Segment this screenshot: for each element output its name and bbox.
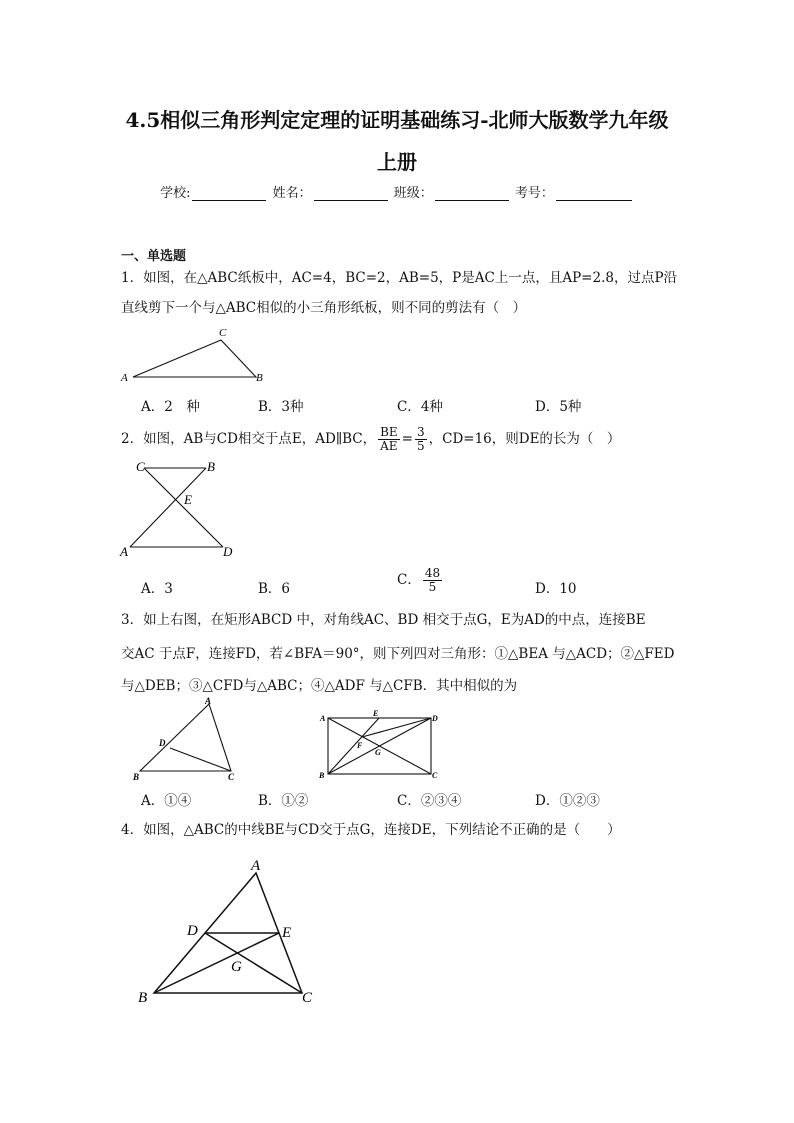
exam-no-blank — [556, 188, 632, 201]
question-3-line2: 交AC 于点F，连接FD，若∠BFA＝90°，则下列四对三角形：①△BEA 与△ACD；②△FED — [121, 646, 675, 662]
label-b: B — [207, 459, 215, 474]
q1-option-a[interactable]: A．2 种 — [141, 399, 200, 415]
frac-numerator: 48 — [424, 566, 441, 580]
q2-suffix: ，CD=16，则DE的长为（ ） — [428, 431, 621, 447]
q3-option-d[interactable]: D．①②③ — [535, 793, 600, 809]
fraction-be-ae — [378, 426, 400, 453]
question-4-stem: 4．如图，△ABC的中线BE与CD交于点G，连接DE，下列结论不正确的是（ ） — [121, 822, 621, 838]
q2-prefix: 2．如图，AB与CD相交于点E，AD∥BC， — [121, 431, 377, 447]
label-c: C — [302, 990, 313, 1006]
label-f: F — [357, 741, 363, 750]
label-c: C — [228, 772, 235, 782]
label-g: G — [375, 748, 381, 757]
question-3-line3: 与△DEB；③△CFD与△ABC；④△ADF 与△CFB．其中相似的为 — [121, 678, 518, 694]
equals-sign: = — [401, 431, 413, 447]
fraction-3-5 — [415, 426, 427, 453]
name-label: 姓名： — [272, 186, 312, 201]
frac-denominator: 5 — [416, 439, 425, 453]
q2-option-b[interactable]: B．6 — [258, 581, 291, 597]
label-b: B — [256, 372, 263, 384]
q1-option-d[interactable]: D．5种 — [535, 399, 582, 415]
name-blank — [314, 188, 388, 201]
label-c: C — [219, 327, 227, 339]
label-c: C — [136, 459, 145, 474]
option-c-prefix: C． — [397, 572, 421, 588]
label-a: A — [121, 372, 128, 384]
label-g: G — [231, 959, 242, 975]
question-3-line1: 3．如上右图，在矩形ABCD 中，对角线AC、BD 相交于点G，E为AD的中点，连接BE — [121, 612, 646, 628]
label-b: B — [133, 772, 140, 782]
question-2-figure — [115, 458, 245, 568]
question-1-figure — [120, 325, 270, 385]
label-a: A — [120, 544, 128, 559]
school-blank — [192, 188, 266, 201]
school-label: 学校: — [160, 186, 191, 201]
label-d: D — [159, 738, 166, 748]
label-b: B — [138, 990, 148, 1006]
label-e: E — [373, 709, 379, 718]
frac-numerator: BE — [380, 425, 398, 439]
frac-denominator: 5 — [428, 580, 437, 594]
label-b: B — [319, 771, 325, 780]
page-title-line2: 上册 — [377, 150, 417, 174]
question-4-figure — [135, 855, 325, 1010]
label-e: E — [184, 492, 192, 507]
class-blank — [435, 188, 509, 201]
label-c: C — [432, 771, 438, 780]
question-3-rectangle-figure — [316, 708, 444, 786]
page-title: 4.5相似三角形判定定理的证明基础练习-北师大版数学九年级 — [125, 108, 669, 132]
q2-option-a[interactable]: A．3 — [141, 581, 173, 597]
q2-option-d[interactable]: D．10 — [535, 581, 577, 597]
triangle-abc — [133, 340, 256, 377]
frac-denominator: AE — [380, 439, 398, 453]
q2-option-c[interactable] — [397, 567, 444, 594]
question-3-triangle-figure — [130, 696, 245, 784]
q3-option-b[interactable]: B．①② — [258, 793, 309, 809]
frac-numerator: 3 — [416, 425, 425, 439]
label-d: D — [187, 923, 198, 939]
label-e: E — [282, 925, 292, 941]
class-label: 班级： — [393, 186, 433, 201]
q1-option-b[interactable]: B．3种 — [258, 399, 304, 415]
question-1-line2: 直线剪下一个与△ABC相似的小三角形纸板，则不同的剪法有（ ） — [121, 300, 527, 316]
question-1-line1: 1．如图，在△ABC纸板中，AC=4，BC=2，AB=5，P是AC上一点，且AP=2.8，过点P沿 — [121, 270, 678, 286]
question-2-stem — [121, 424, 721, 454]
fraction-48-5 — [423, 567, 442, 594]
exam-no-label: 考号： — [514, 186, 554, 201]
label-d: D — [432, 714, 438, 723]
label-a: A — [205, 696, 212, 706]
label-a: A — [251, 858, 261, 874]
label-d: D — [223, 544, 233, 559]
q3-option-c[interactable]: C．②③④ — [397, 793, 462, 809]
section-heading: 一、单选题 — [121, 249, 187, 264]
q3-option-a[interactable]: A．①④ — [141, 793, 192, 809]
q1-option-c[interactable]: C．4种 — [397, 399, 443, 415]
label-a: A — [320, 714, 326, 723]
student-info-line — [0, 182, 794, 201]
